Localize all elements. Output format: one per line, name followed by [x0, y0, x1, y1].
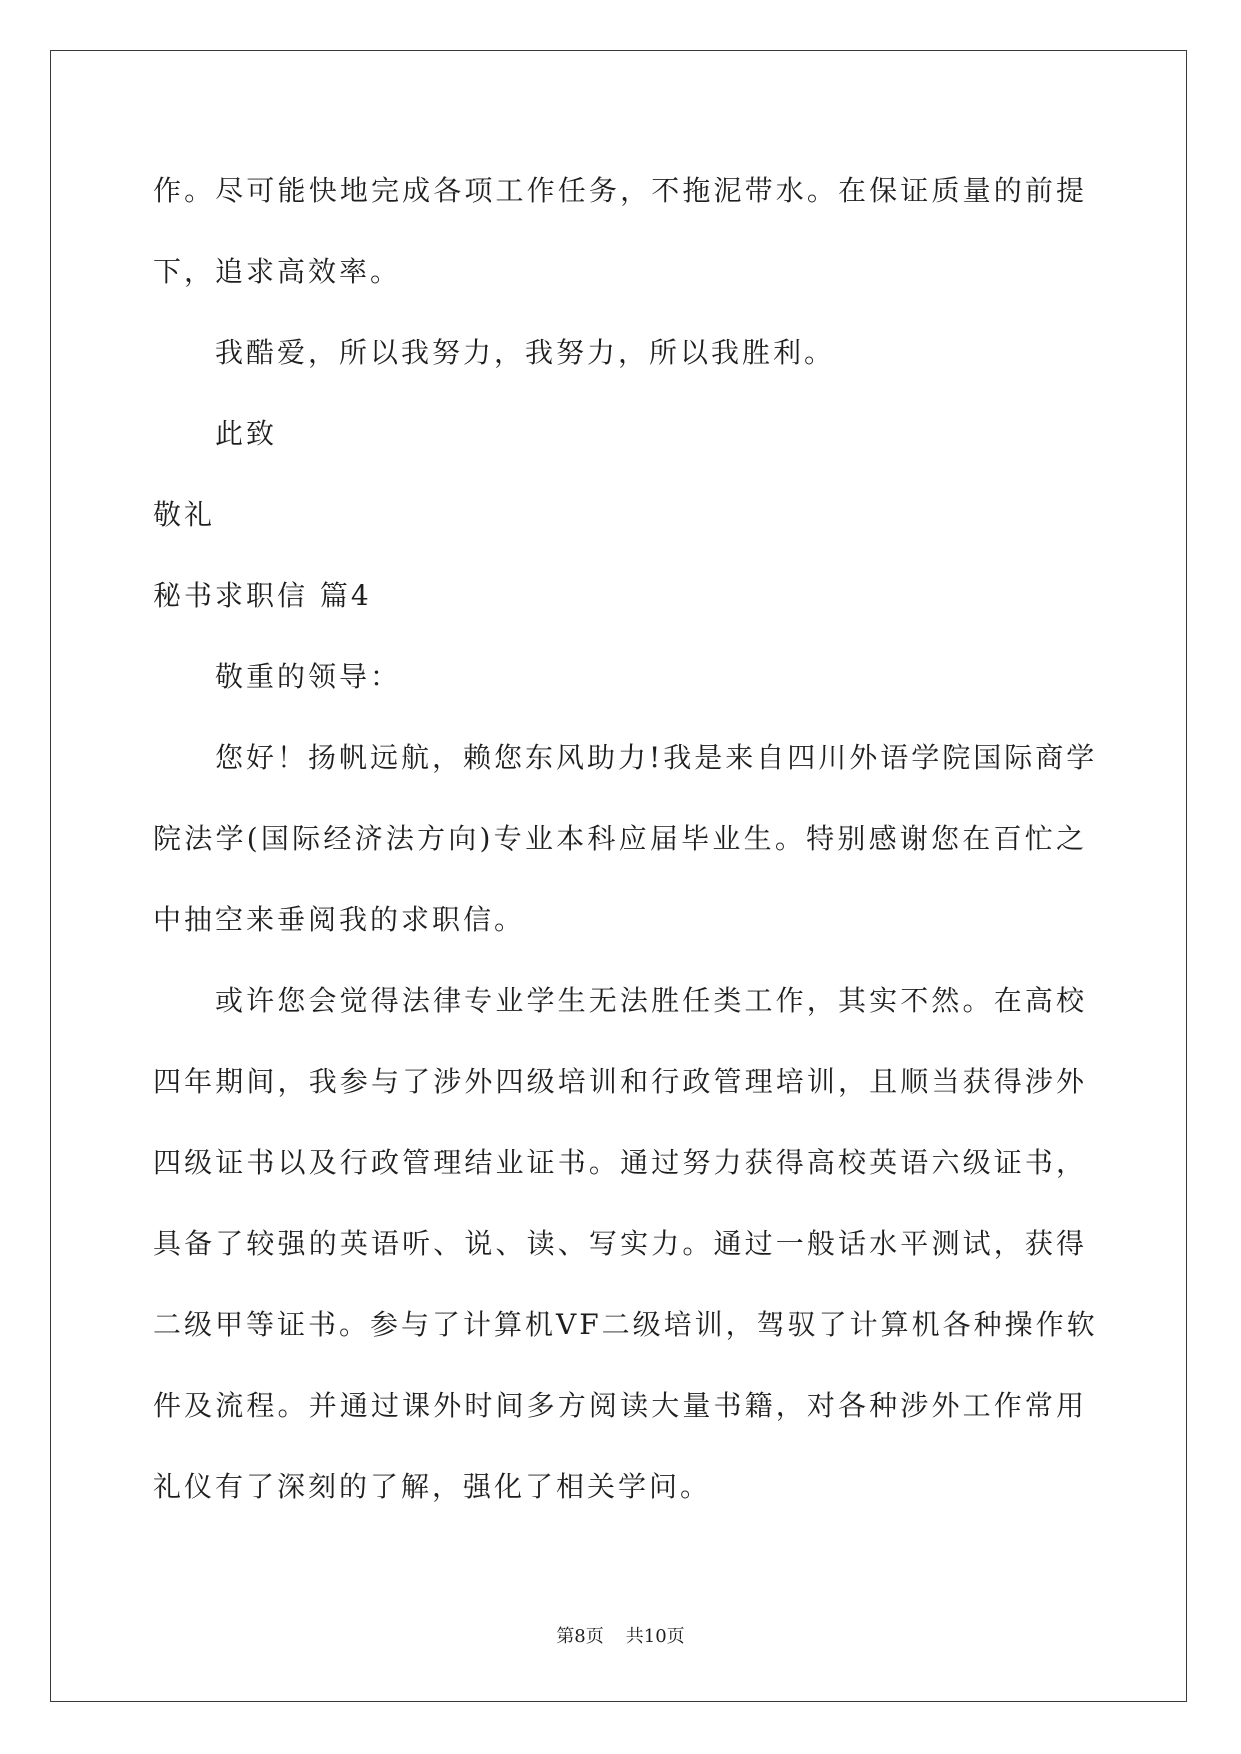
closing-salute: 敬礼 — [153, 498, 216, 531]
text-line: 中抽空来垂阅我的求职信。 — [153, 903, 526, 936]
text-line: 四级证书以及行政管理结业证书。通过努力获得高校英语六级证书， — [153, 1146, 1087, 1179]
page-footer — [0, 1624, 1241, 1650]
text-line: 或许您会觉得法律专业学生无法胜任类工作，其实不然。在高校 — [215, 984, 1087, 1017]
text-line: 二级甲等证书。参与了计算机VF二级培训，驾驭了计算机各种操作软 — [153, 1308, 1098, 1341]
text-line: 礼仪有了深刻的了解，强化了相关学问。 — [153, 1470, 712, 1503]
text-line: 我酷爱，所以我努力，我努力，所以我胜利。 — [215, 336, 836, 369]
text-line: 具备了较强的英语听、说、读、写实力。通过一般话水平测试，获得 — [153, 1227, 1087, 1260]
salutation: 敬重的领导： — [215, 660, 402, 693]
page-total: 共10页 — [625, 1626, 685, 1647]
text-line: 件及流程。并通过课外时间多方阅读大量书籍，对各种涉外工作常用 — [153, 1389, 1087, 1422]
text-line: 下，追求高效率。 — [153, 255, 402, 288]
text-line: 院法学(国际经济法方向)专业本科应届毕业生。特别感谢您在百忙之 — [153, 822, 1087, 855]
section-heading: 秘书求职信 篇4 — [153, 579, 372, 612]
text-line: 四年期间，我参与了涉外四级培训和行政管理培训，且顺当获得涉外 — [153, 1065, 1087, 1098]
page-number: 第8页 — [556, 1626, 604, 1647]
text-line: 您好！扬帆远航，赖您东风助力!我是来自四川外语学院国际商学 — [215, 741, 1098, 774]
document-body — [153, 150, 1098, 1527]
closing-phrase: 此致 — [215, 417, 278, 450]
text-line: 作。尽可能快地完成各项工作任务，不拖泥带水。在保证质量的前提 — [153, 174, 1087, 207]
